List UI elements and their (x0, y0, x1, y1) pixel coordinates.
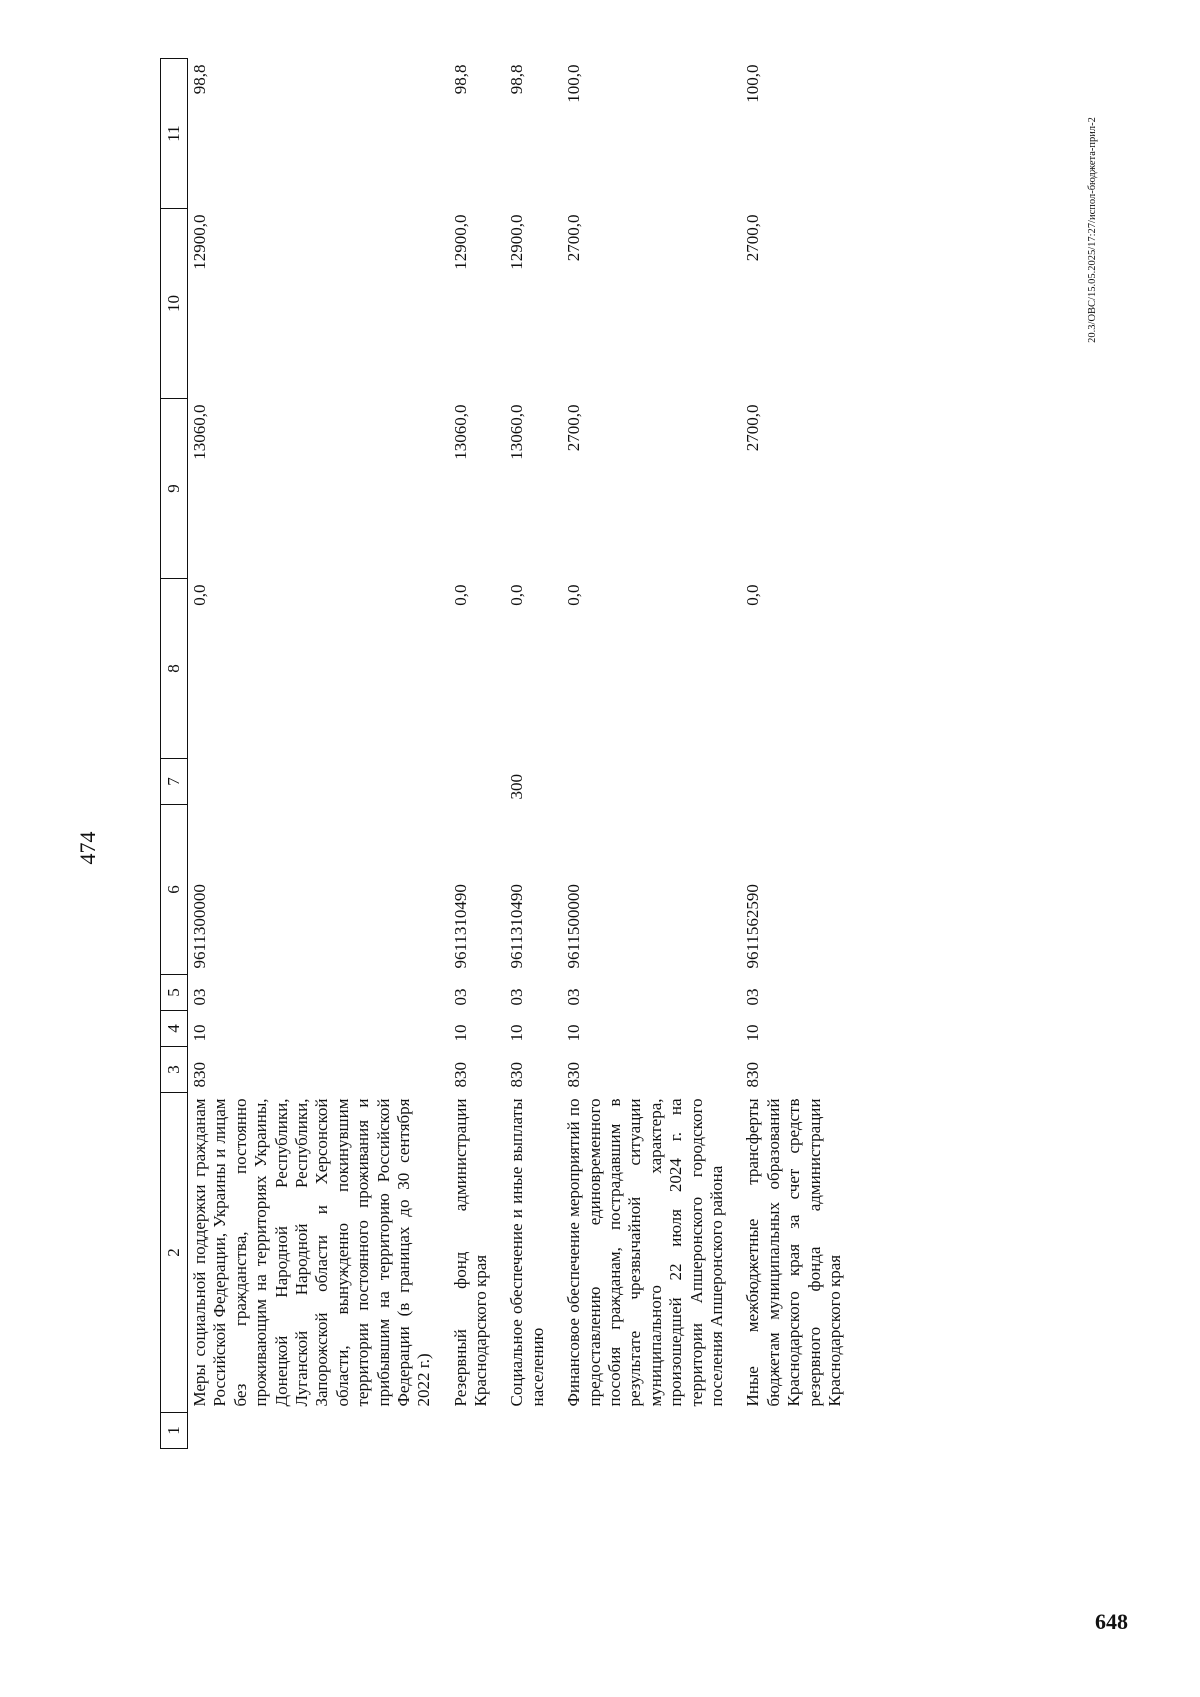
amount-col-8: 0,0 (450, 584, 470, 606)
expense-type-code (562, 759, 741, 805)
budget-table (160, 58, 859, 1449)
section-code: 10 (743, 1024, 763, 1042)
target-article-code: 9611300000 (190, 884, 209, 969)
table-row (188, 59, 449, 1449)
subsection-code: 03 (564, 988, 584, 1006)
amount-col-9: 13060,0 (190, 404, 209, 460)
ministry-code: 830 (450, 1062, 470, 1088)
percent-col-11: 100,0 (743, 64, 763, 103)
ministry-code: 830 (564, 1062, 584, 1088)
expense-type-code (188, 759, 449, 805)
amount-col-10: 12900,0 (450, 214, 470, 270)
column-header: 3 (161, 1047, 188, 1093)
ministry-code: 830 (507, 1062, 527, 1088)
expense-type-code (449, 759, 506, 805)
column-header: 4 (161, 1011, 188, 1047)
column-header: 10 (161, 209, 188, 399)
target-article-code: 9611500000 (564, 884, 584, 969)
target-article-code: 9611310490 (507, 884, 527, 969)
percent-col-11: 98,8 (190, 64, 209, 95)
row-number-cell (562, 1413, 741, 1449)
column-header: 1 (161, 1413, 188, 1449)
target-article-code: 9611562590 (743, 884, 763, 969)
subsection-code: 03 (190, 988, 209, 1006)
document-stamp: 20.3/ОВС/15.05.2025/17:27/испол-бюджета-прил-2 (1087, 117, 1098, 343)
amount-col-10: 2700,0 (564, 214, 584, 262)
subsection-code: 03 (743, 988, 763, 1006)
amount-col-8: 0,0 (507, 584, 527, 606)
amount-col-9: 13060,0 (450, 404, 470, 460)
section-code: 10 (190, 1024, 209, 1042)
column-header: 6 (161, 805, 188, 975)
column-header: 2 (161, 1093, 188, 1413)
row-description: Социальное обеспечение и иные выплаты населению (507, 1098, 547, 1407)
percent-col-11: 98,8 (450, 64, 470, 95)
target-article-code: 9611310490 (450, 884, 470, 969)
table-row (562, 59, 741, 1449)
amount-col-9: 2700,0 (743, 404, 763, 452)
amount-col-8: 0,0 (190, 584, 209, 606)
column-header: 9 (161, 399, 188, 579)
subsection-code: 03 (450, 988, 470, 1006)
expense-type-code (741, 759, 859, 805)
section-code: 10 (450, 1024, 470, 1042)
percent-col-11: 100,0 (564, 64, 584, 103)
column-header: 7 (161, 759, 188, 805)
amount-col-8: 0,0 (564, 584, 584, 606)
row-number-cell (449, 1413, 506, 1449)
row-number-cell (505, 1413, 562, 1449)
table-row (505, 59, 562, 1449)
expense-type-code: 300 (507, 774, 527, 800)
subsection-code: 03 (507, 988, 527, 1006)
section-code: 10 (564, 1024, 584, 1042)
column-header: 8 (161, 579, 188, 759)
column-header: 5 (161, 975, 188, 1011)
row-description: Финансовое обеспечение мероприятий по предоставлению единовременного пособия гражданам, пострадавшим в результате чрезвычайной ситуации муниципального характера, произошедшей 22 июля 2024 г. на территории Апшеронского городского поселения Апшеронского района (564, 1098, 726, 1407)
amount-col-9: 13060,0 (507, 404, 527, 460)
row-description: Меры социальной поддержки гражданам Российской Федерации, Украины и лицам без гражданства, постоянно проживающим на территориях Украины, Донецкой Народной Республики, Луганской Народной Республики, Запорожской области и Херсонской области, вынужденно покинувшим территории постоянного проживания и прибывшим на территорию Российской Федерации (в границах до 30 сентября 2022 г.) (190, 1098, 434, 1407)
section-code: 10 (507, 1024, 527, 1042)
amount-col-9: 2700,0 (564, 404, 584, 452)
row-description: Иные межбюджетные трансферты бюджетам муниципальных образований Краснодарского края за счет средств резервного фонда администрации Краснодарского края (743, 1098, 844, 1407)
amount-col-10: 12900,0 (507, 214, 527, 270)
page-number: 474 (75, 831, 100, 865)
amount-col-10: 2700,0 (743, 214, 763, 262)
amount-col-8: 0,0 (743, 584, 763, 606)
table-row (449, 59, 506, 1449)
percent-col-11: 98,8 (507, 64, 527, 95)
column-header: 11 (161, 59, 188, 209)
row-number-cell (741, 1413, 859, 1449)
ministry-code: 830 (743, 1062, 763, 1088)
rotated-table-wrapper (160, 59, 1000, 1449)
row-number-cell (188, 1413, 449, 1449)
bottom-page-number: 648 (1095, 1609, 1128, 1634)
ministry-code: 830 (190, 1062, 209, 1088)
amount-col-10: 12900,0 (190, 214, 209, 270)
table-row (741, 59, 859, 1449)
table-header-row (161, 59, 188, 1449)
row-description: Резервный фонд администрации Краснодарского края (450, 1098, 491, 1407)
